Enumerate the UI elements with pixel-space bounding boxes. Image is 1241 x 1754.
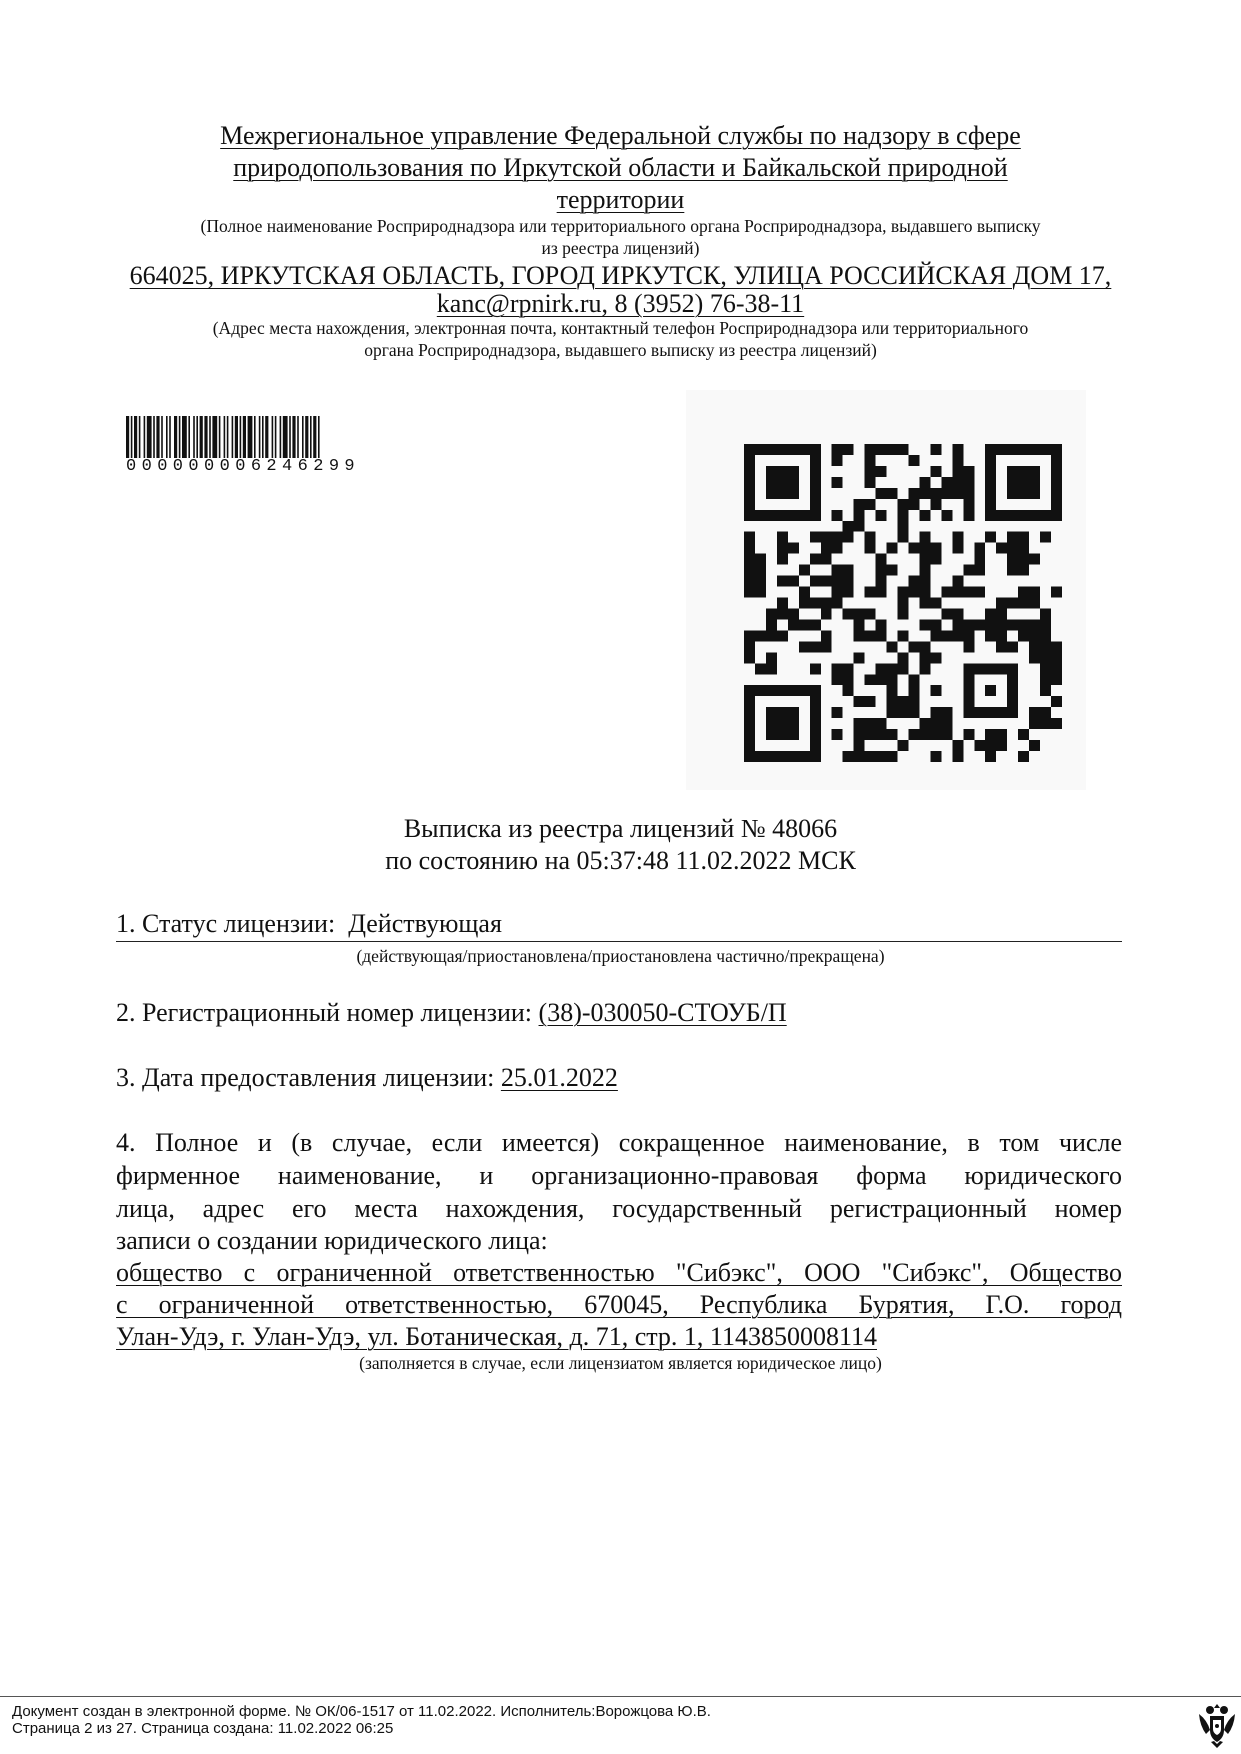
- extract-title: Выписка из реестра лицензий № 48066: [403, 814, 838, 843]
- entity-value-line-3-wrap: [116, 1321, 1122, 1354]
- entity-intro-line-4: записи о создании юридического лица:: [116, 1226, 548, 1255]
- entity-intro-line-2: фирменное наименование, и организационно-правовая форма юридического: [116, 1161, 1122, 1190]
- entity-value-line-2: с ограниченной ответственностью, 670045, Республика Бурятия, Г.О. город: [116, 1290, 1122, 1319]
- reg-number-value: (38)-030050-СТОУБ/П: [538, 998, 787, 1027]
- status-caption: (действующая/приостановлена/приостановлена частично/прекращена): [356, 946, 885, 966]
- grant-date-label: 3. Дата предоставления лицензии:: [116, 1063, 495, 1092]
- status-label: 1. Статус лицензии:: [116, 909, 336, 938]
- entity-value-line-3: Улан-Удэ, г. Улан-Удэ, ул. Ботаническая, д. 71, стр. 1, 1143850008114: [116, 1322, 877, 1351]
- entity-value-line-1: общество с ограниченной ответственностью "Сибэкс", ООО "Сибэкс", Общество: [116, 1258, 1122, 1287]
- authority-name-line-2: природопользования по Иркутской области и Байкальской природной: [233, 153, 1008, 182]
- authority-address-line-2: kanc@rpnirk.ru, 8 (3952) 76-38-11: [436, 289, 805, 318]
- authority-address-caption-1: (Адрес места нахождения, электронная почта, контактный телефон Росприроднадзора или территориального: [212, 318, 1029, 338]
- status-row: [116, 908, 502, 940]
- authority-name-line-1: Межрегиональное управление Федеральной службы по надзору в сфере: [220, 121, 1021, 150]
- qr-code-icon: [744, 444, 1062, 762]
- authority-address-line-1: 664025, ИРКУТСКАЯ ОБЛАСТЬ, ГОРОД ИРКУТСК, УЛИЦА РОССИЙСКАЯ ДОМ 17,: [129, 261, 1112, 290]
- grant-date-value: 25.01.2022: [500, 1063, 618, 1092]
- barcode-digits: 000000006246299: [126, 457, 361, 476]
- barcode-icon: [126, 416, 424, 458]
- authority-name-line-3: территории: [556, 185, 685, 214]
- extract-as-of: по состоянию на 05:37:48 11.02.2022 МСК: [385, 846, 856, 875]
- entity-caption: (заполняется в случае, если лицензиатом является юридическое лицо): [359, 1353, 882, 1373]
- entity-intro-line-3: лица, адрес его места нахождения, государственный регистрационный номер: [116, 1194, 1122, 1223]
- state-emblem-icon: [1196, 1700, 1238, 1750]
- footer-line-1: Документ создан в электронной форме. № ОК/06-1517 от 11.02.2022. Исполнитель:Ворожцова Ю.В.: [12, 1703, 711, 1720]
- entity-intro-line-1: 4. Полное и (в случае, если имеется) сокращенное наименование, в том числе: [116, 1128, 1122, 1157]
- status-rule: [116, 941, 1122, 942]
- grant-date-row: [116, 1062, 618, 1094]
- authority-name-caption-1: (Полное наименование Росприроднадзора или территориального органа Росприроднадзора, выдавшего выписку: [200, 216, 1041, 236]
- reg-number-row: [116, 997, 787, 1029]
- authority-address-caption-2: органа Росприроднадзора, выдавшего выписку из реестра лицензий): [364, 340, 877, 360]
- footer-line-2: Страница 2 из 27. Страница создана: 11.02.2022 06:25: [12, 1720, 394, 1737]
- reg-number-label: 2. Регистрационный номер лицензии:: [116, 998, 533, 1027]
- status-value: Действующая: [348, 909, 502, 938]
- footer-divider: [0, 1696, 1241, 1697]
- authority-name-caption-2: из реестра лицензий): [541, 238, 700, 258]
